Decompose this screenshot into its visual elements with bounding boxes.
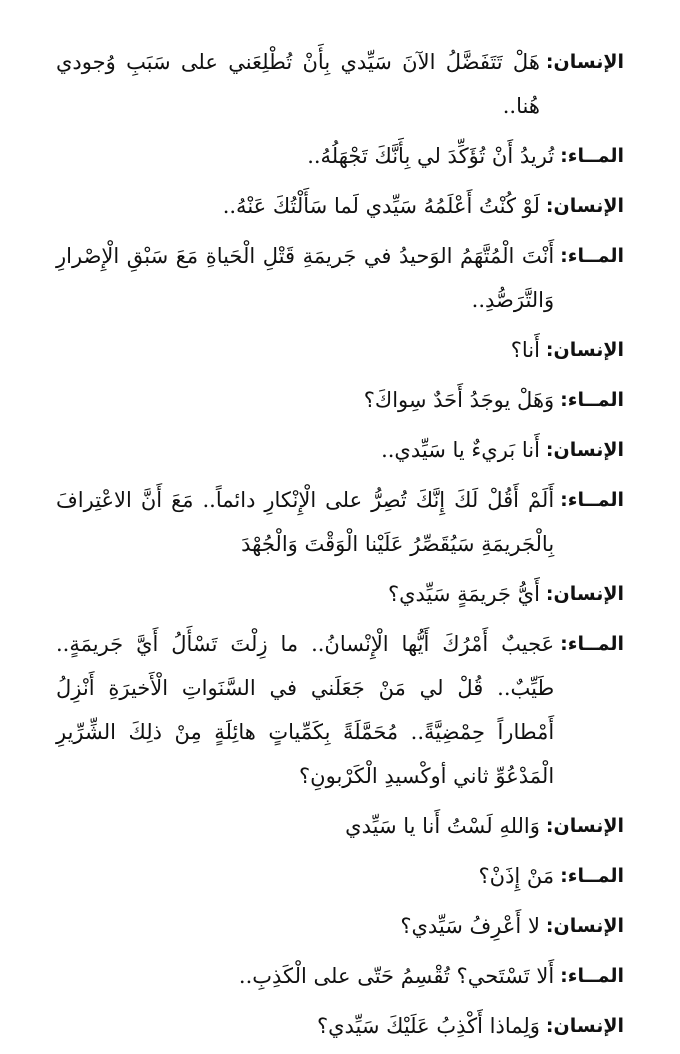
speaker-label: المــاء:	[560, 633, 624, 655]
speech-text: أَنْتَ الْمُتَّهَمُ الوَحيدُ في جَريمَةِ قَتْلِ الْحَياةِ مَعَ سَبْقِ الْإِصْرارِ وَالتَّرَصُّدِ..	[56, 244, 555, 312]
speaker-label: الإنسان:	[545, 815, 624, 837]
speech-text: عَجيبٌ أَمْرُكَ أَيُّها الْإِنْسانُ.. ما زِلْتَ تَسْأَلُ أَيَّ جَريمَةٍ.. طَيِّبٌ.. قُلْ لي مَنْ جَعَلَني في السَّنَواتِ الْأَخيرَةِ أَنْزِلُ أَمْطاراً حِمْضِيَّةً.. مُحَمَّلَةً بِكَمِّياتٍ هائِلَةٍ مِنْ ذلِكَ الشِّرِّيرِ الْمَدْعُوِّ ثاني أوكْسيدِ الْكَرْبونِ؟	[56, 632, 555, 788]
dialogue-line	[56, 854, 624, 898]
dialogue-line	[56, 804, 624, 848]
speech-text: وَاللهِ لَسْتُ أَنا يا سَيِّدي	[345, 814, 540, 838]
dialogue-line	[56, 184, 624, 228]
speaker-label: المــاء:	[560, 489, 624, 511]
dialogue-line	[56, 328, 624, 372]
speaker-label: المــاء:	[560, 389, 624, 411]
speaker-label: الإنسان:	[545, 195, 624, 217]
speaker-label: المــاء:	[560, 865, 624, 887]
dialogue-line	[56, 622, 624, 798]
speaker-label: الإنسان:	[545, 339, 624, 361]
dialogue-line	[56, 234, 624, 322]
speech-text: تُريدُ أَنْ تُؤَكِّدَ لي بِأَنَّكَ تَجْهَلُهُ..	[307, 144, 555, 168]
speaker-label: المــاء:	[560, 965, 624, 987]
speaker-label: المــاء:	[560, 145, 624, 167]
speech-text: وَلِماذا أَكْذِبُ عَلَيْكَ سَيِّدي؟	[316, 1014, 540, 1038]
dialogue-line	[56, 40, 624, 128]
speaker-label: المــاء:	[560, 245, 624, 267]
dialogue-line	[56, 378, 624, 422]
speech-text: أَنا؟	[510, 338, 540, 362]
speaker-label: الإنسان:	[545, 439, 624, 461]
speech-text: أَيُّ جَريمَةٍ سَيِّدي؟	[387, 582, 540, 606]
speaker-label: الإنسان:	[545, 1015, 624, 1037]
speech-text: أَنا بَريءٌ يا سَيِّدي..	[381, 438, 540, 462]
speech-text: لَوْ كُنْتُ أَعْلَمُهُ سَيِّدي لَما سَأَلْتُكَ عَنْهُ..	[222, 194, 540, 218]
dialogue-line	[56, 572, 624, 616]
dialogue-line	[56, 904, 624, 948]
speech-text: أَلَمْ أَقُلْ لَكَ إِنَّكَ تُصِرُّ على الْإِنْكارِ دائماً.. مَعَ أَنَّ الاعْتِرافَ بِالْجَريمَةِ سَيُقَصِّرُ عَلَيْنا الْوَقْتَ وَالْجُهْدَ	[56, 488, 555, 556]
dialogue-line	[56, 1004, 624, 1048]
dialogue-line	[56, 954, 624, 998]
speech-text: لا أَعْرِفُ سَيِّدي؟	[400, 914, 540, 938]
dialogue-line	[56, 428, 624, 472]
dialogue-page	[56, 40, 624, 1054]
dialogue-line	[56, 134, 624, 178]
speech-text: أَلا تَسْتَحي؟ تُقْسِمُ حَتّى على الْكَذِبِ..	[238, 964, 555, 988]
dialogue-line	[56, 478, 624, 566]
speech-text: وَهَلْ يوجَدُ أَحَدٌ سِواكَ؟	[363, 388, 555, 412]
speaker-label: الإنسان:	[545, 915, 624, 937]
speaker-label: الإنسان:	[545, 583, 624, 605]
speech-text: هَلْ تَتَفَضَّلُ الآنَ سَيِّدي بِأَنْ تُطْلِعَني على سَبَبِ وُجودي هُنا..	[56, 50, 540, 118]
speaker-label: الإنسان:	[545, 51, 624, 73]
speech-text: مَنْ إِذَنْ؟	[478, 864, 555, 888]
